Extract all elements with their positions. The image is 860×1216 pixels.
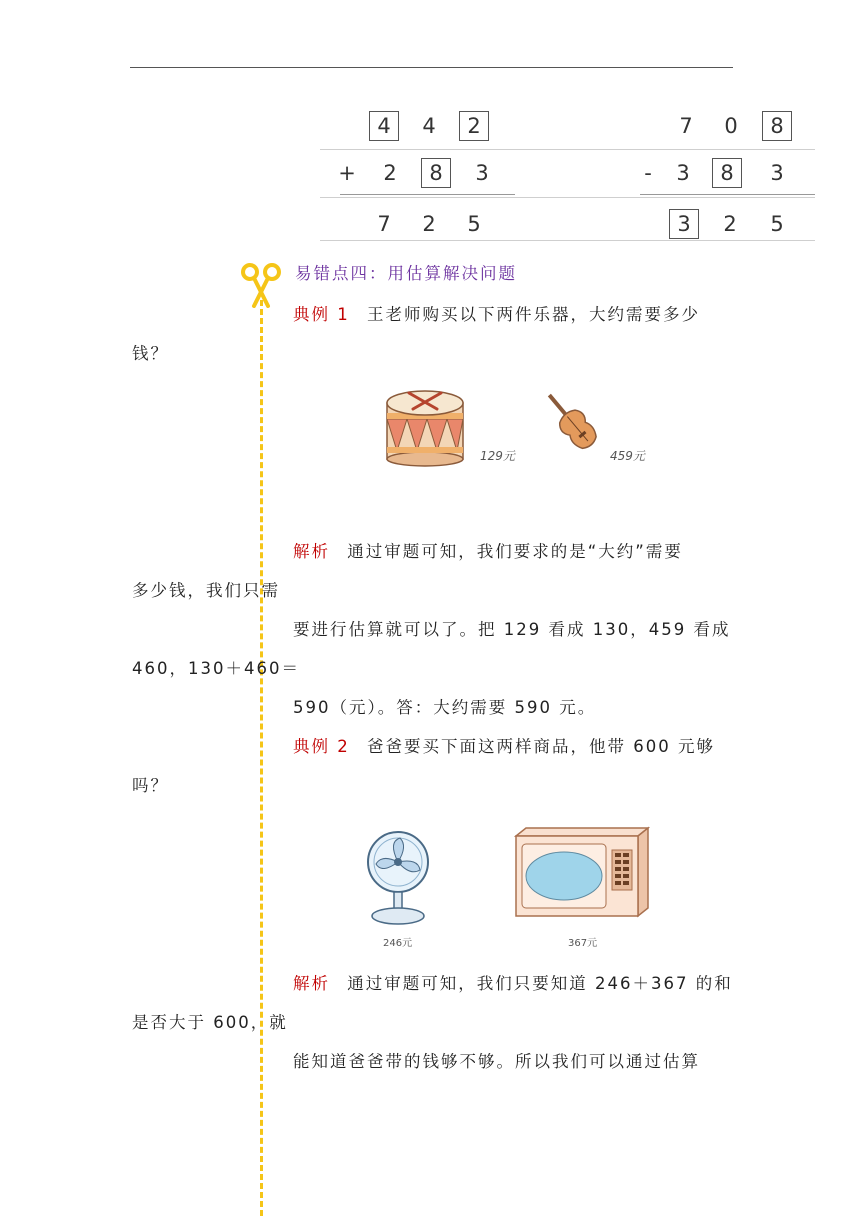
digit: 2 [383,161,397,185]
digit: 8 [720,161,734,185]
panel-rule [320,240,815,241]
digit: 3 [770,161,784,185]
example-label: 典例 1 [293,305,350,324]
example-question: 王老师购买以下两件乐器，大约需要多少 [367,305,700,324]
drum-image [383,385,467,467]
analysis1-line3: 要进行估算就可以了。把 129 看成 130，459 看成 [293,620,731,639]
digit: 0 [724,114,738,138]
digit: 2 [422,212,436,236]
analysis2-line2: 是否大于 600，就 [132,1013,288,1032]
header-rule [130,67,733,68]
digit: 3 [475,161,489,185]
analysis1-line1 [293,540,683,564]
digit: 8 [770,114,784,138]
example1-line2: 钱？ [132,344,169,363]
digit: 7 [377,212,391,236]
analysis2-line1 [293,972,733,996]
violin-image [540,393,615,463]
analysis2-line3: 能知道爸爸带的钱够不够。所以我们可以通过估算 [293,1052,700,1071]
fan-image [362,828,434,928]
analysis-text: 通过审题可知，我们要求的是“大约”需要 [347,542,683,561]
analysis-text: 通过审题可知，我们只要知道 246＋367 的和 [347,974,733,993]
digit: 5 [770,212,784,236]
scissors-icon [240,262,282,308]
digit: 2 [723,212,737,236]
sum-line [340,194,515,195]
analysis1-line2: 多少钱，我们只需 [132,581,280,600]
section-title: 易错点四：用估算解决问题 [295,264,517,283]
example2-line2: 吗？ [132,776,169,795]
analysis1-line4: 460，130＋460＝ [132,659,300,678]
fan-price: 246元 [383,938,413,949]
digit: 4 [377,114,391,138]
microwave-price: 367元 [568,938,598,949]
digit: 5 [467,212,481,236]
example1-line1 [293,303,700,327]
analysis-label: 解析 [293,974,330,993]
panel-rule [320,197,815,198]
example-question: 爸爸要买下面这两样商品，他带 600 元够 [367,737,715,756]
example-label: 典例 2 [293,737,350,756]
digit: 2 [467,114,481,138]
digit: 8 [429,161,443,185]
minus-sign: - [644,161,652,185]
drum-price: 129元 [480,449,515,463]
digit: 3 [677,212,691,236]
digit: 4 [422,114,436,138]
digit: 7 [679,114,693,138]
violin-price: 459元 [610,449,645,463]
analysis-label: 解析 [293,542,330,561]
difference-line [640,194,815,195]
analysis1-line5: 590（元）。答：大约需要 590 元。 [293,698,597,717]
vertical-arithmetic-panel [320,103,815,243]
panel-rule [320,149,815,150]
plus-sign: + [338,161,356,185]
cut-guide-line [260,300,263,1216]
digit: 3 [676,161,690,185]
example2-line1 [293,735,715,759]
microwave-image [512,826,650,920]
